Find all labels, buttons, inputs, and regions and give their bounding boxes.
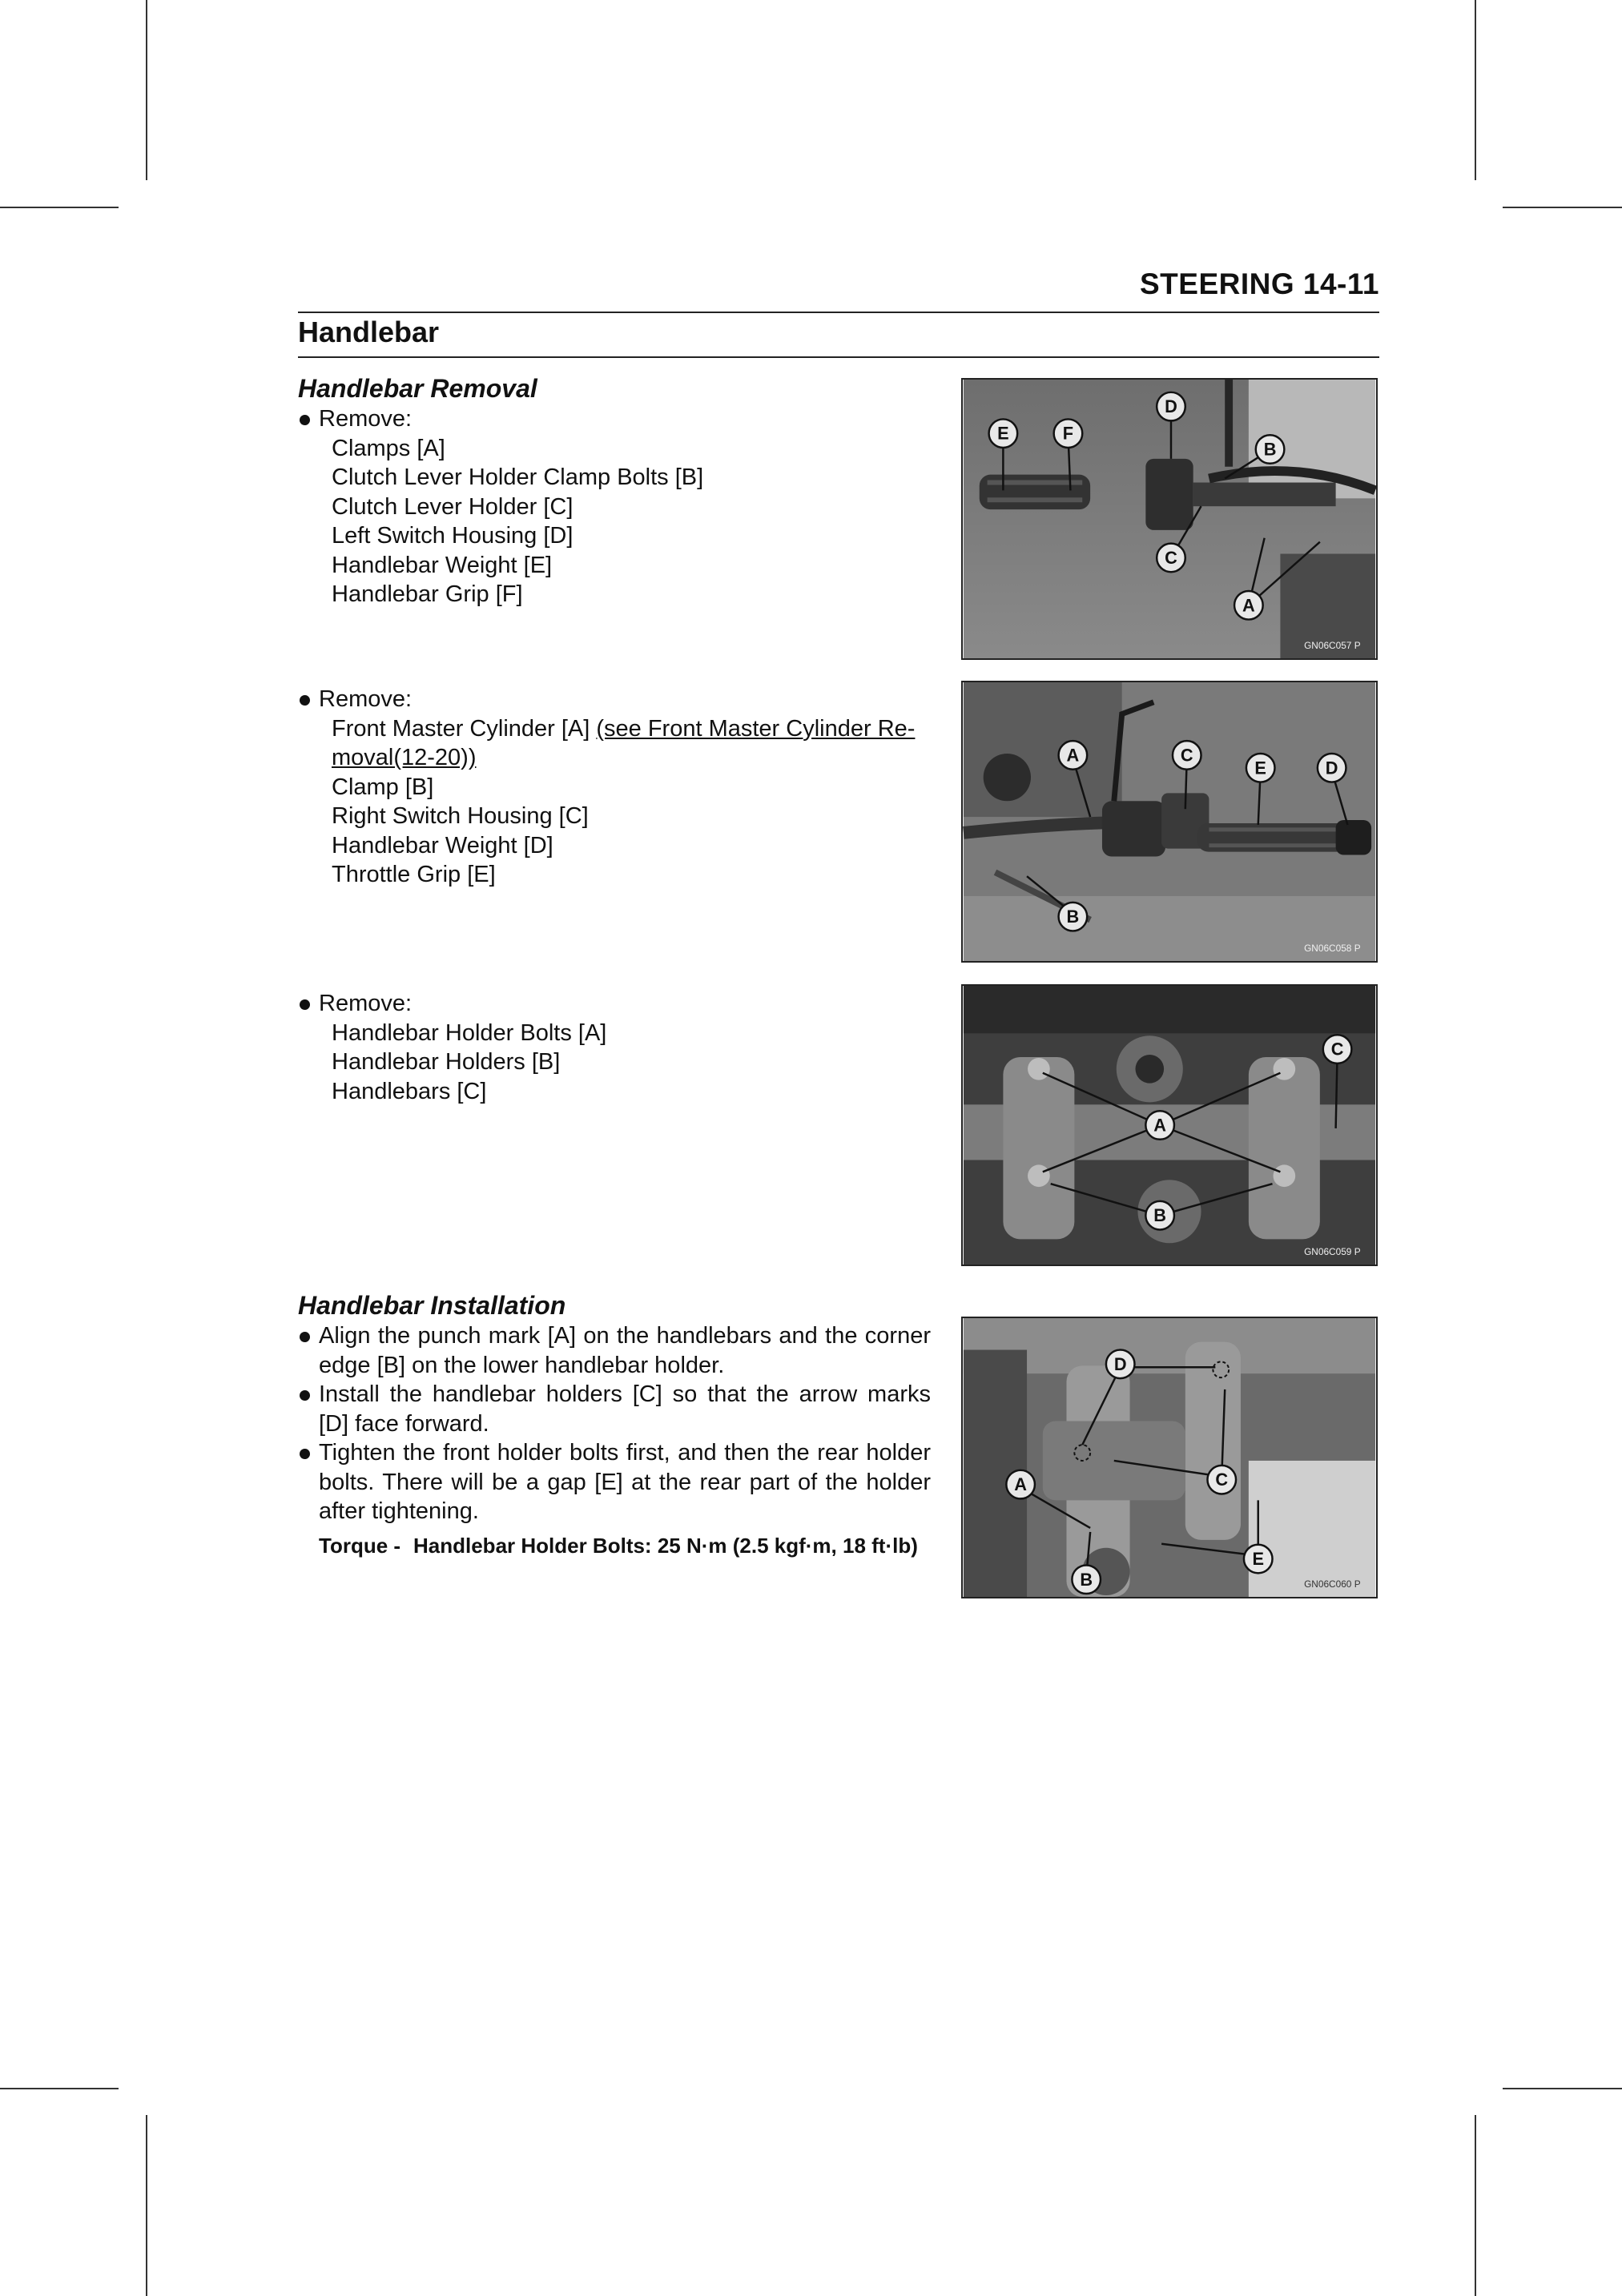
callout-a <box>1145 1111 1174 1140</box>
crop-mark <box>0 207 119 208</box>
callout-a <box>1059 741 1088 770</box>
removal-title: Handlebar Removal <box>298 374 537 403</box>
list-item: Front Master Cylinder [A] (see Front Master Cylinder Re- <box>332 715 916 742</box>
svg-text:C: C <box>1180 745 1193 766</box>
callout-b <box>1256 435 1285 464</box>
callout-e <box>1244 1545 1273 1574</box>
bullet-dot <box>300 1332 310 1342</box>
svg-text:A: A <box>1242 595 1255 616</box>
svg-text:B: B <box>1263 439 1277 460</box>
bullet-item: Tighten the front holder bolts first, and then the rear holder bolts. There will be a gap [E] at the rear part of the holder after tightening. <box>298 1438 931 1526</box>
crop-mark <box>146 2115 147 2296</box>
svg-text:B: B <box>1066 907 1080 927</box>
callout-d <box>1318 754 1346 782</box>
photo-left-handlebar <box>963 380 1376 658</box>
figure-code: GN06C057 P <box>1304 640 1361 652</box>
section-rule <box>298 356 1379 358</box>
list-item: Throttle Grip [E] <box>332 862 496 887</box>
callout-d <box>1106 1350 1135 1379</box>
list-item: Handlebar Holder Bolts [A] <box>332 1019 607 1046</box>
figure-handlebar-holders <box>961 984 1378 1266</box>
svg-text:D: D <box>1325 758 1338 778</box>
callout-a <box>1234 591 1263 620</box>
svg-text:C: C <box>1215 1470 1229 1490</box>
figure-installation <box>961 1317 1378 1598</box>
removal-block-2 <box>298 685 931 890</box>
list-item: Left Switch Housing [D] <box>332 523 574 549</box>
crop-mark <box>1475 2115 1476 2296</box>
crop-mark <box>0 2088 119 2089</box>
svg-text:E: E <box>1254 758 1266 778</box>
callout-c <box>1173 741 1201 770</box>
torque-value: Handlebar Holder Bolts: 25 N·m (2.5 kgf·m, 18 ft·lb) <box>413 1533 918 1558</box>
bullet-dot <box>300 1390 310 1401</box>
bullet-item: Remove: <box>298 989 931 1019</box>
svg-text:C: C <box>1165 547 1177 568</box>
list-item: Clutch Lever Holder Clamp Bolts [B] <box>332 464 704 490</box>
torque-label: Torque - <box>319 1533 401 1558</box>
photo-handlebar-holders <box>963 986 1376 1265</box>
svg-text:A: A <box>1153 1115 1166 1136</box>
svg-text:D: D <box>1165 396 1177 417</box>
bullet-dot <box>300 415 310 425</box>
figure-left-handlebar <box>961 378 1378 660</box>
figure-code: GN06C058 P <box>1304 943 1361 955</box>
bullet-dot <box>300 695 310 706</box>
callout-e <box>1246 754 1275 782</box>
svg-text:A: A <box>1066 745 1080 766</box>
removal-block-1 <box>298 372 931 609</box>
bullet-dot <box>300 1449 310 1459</box>
svg-text:F: F <box>1062 423 1074 444</box>
section-title: Handlebar <box>298 316 440 348</box>
callout-b <box>1059 903 1088 931</box>
photo-installation <box>963 1318 1376 1597</box>
bullet-item: Align the punch mark [A] on the handlebars and the corner edge [B] on the lower handlebar holder. <box>298 1321 931 1380</box>
figure-code: GN06C060 P <box>1304 1578 1361 1590</box>
bullet-item: Remove: <box>298 685 931 714</box>
bullet-item: Install the handlebar holders [C] so that the arrow marks [D] face forward. <box>298 1380 931 1438</box>
svg-text:E: E <box>997 423 1009 444</box>
installation-block <box>298 1289 931 1561</box>
list-item: Clamps [A] <box>332 435 445 461</box>
cross-reference-link[interactable]: (see Front Master Cylinder Re- <box>596 715 916 742</box>
list-item: Handlebar Weight [E] <box>332 552 553 578</box>
bullet-item: Remove: <box>298 404 931 434</box>
svg-text:C: C <box>1330 1039 1344 1060</box>
cross-reference-link[interactable]: moval(12-20)) <box>332 745 477 770</box>
photo-right-handlebar <box>963 682 1376 961</box>
figure-code: GN06C059 P <box>1304 1246 1361 1258</box>
svg-text:A: A <box>1014 1474 1027 1495</box>
list-item <box>298 743 931 773</box>
list-item: Handlebars [C] <box>332 1078 487 1104</box>
torque-spec <box>298 1531 931 1561</box>
header-rule <box>298 312 1379 313</box>
callout-b <box>1072 1565 1101 1594</box>
list-item: Clamp [B] <box>332 774 434 800</box>
list-item: Handlebar Weight [D] <box>332 832 553 858</box>
svg-text:D: D <box>1113 1353 1127 1374</box>
callout-d <box>1157 392 1185 421</box>
callout-c <box>1157 544 1185 573</box>
list-item: Right Switch Housing [C] <box>332 803 589 829</box>
installation-title: Handlebar Installation <box>298 1291 566 1320</box>
svg-text:B: B <box>1153 1205 1166 1226</box>
svg-text:B: B <box>1080 1569 1093 1590</box>
callout-e <box>989 419 1018 448</box>
callout-c <box>1323 1035 1352 1064</box>
crop-mark <box>1503 2088 1622 2089</box>
callout-f <box>1054 419 1083 448</box>
crop-mark <box>146 0 147 180</box>
svg-text:E: E <box>1252 1549 1264 1570</box>
crop-mark <box>1503 207 1622 208</box>
page-header: STEERING 14-11 <box>1139 267 1379 300</box>
crop-mark <box>1475 0 1476 180</box>
bullet-dot <box>300 999 310 1010</box>
list-item: Clutch Lever Holder [C] <box>332 493 574 520</box>
list-item: Handlebar Grip [F] <box>332 581 523 607</box>
callout-a <box>1006 1470 1035 1499</box>
list-item: Handlebar Holders [B] <box>332 1049 561 1075</box>
removal-block-3 <box>298 989 931 1106</box>
callout-c <box>1207 1466 1236 1494</box>
figure-right-handlebar <box>961 681 1378 963</box>
callout-b <box>1145 1201 1174 1230</box>
